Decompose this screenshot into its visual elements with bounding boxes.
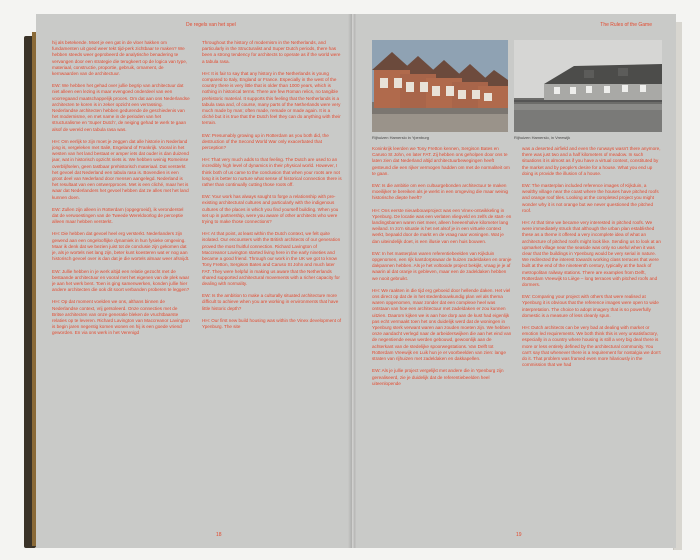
right-column-english [522,146,662,510]
left-column-english [202,40,342,510]
running-head-right: The Rules of the Game [600,22,652,28]
paragraph: Koninkrijk leerden we Tony Fretton kennen, Sergison Bates en Caruso St John, en later FAT. Zij hebben ons geholpen door ons te laten zien dat Nederland altijd architectuurbewegingen heeft gesteund die een rijker vermogen hadden om met de normaliteit om te gaan. [372,146,510,176]
photo-vreewijk-terraces [514,40,662,132]
open-book [30,14,678,548]
paragraph: HH: Op dat moment voelden we ons, althans binnen de Nederlandse context, vrij geïsoleerd. Onze connecties met de Britse architecten van onze generatie bleken de vruchtbaarste relaties op te leveren. Richard Lavington van Maccreanor Lavington is begin jaren negentig komen wonen en hij is een goede vriend geworden. En via ons werk in het Verenigd [52,299,190,336]
right-page [356,14,676,548]
photo-caption-right: Rijhuizen Hamerslo, in Vreewijk [514,135,571,140]
paragraph: HH: It is fair to say that any history in the Netherlands is young compared to Italy, England or France. Especially in the west of the country there is very little that is older than 1000 years, which is nothing in historical terms. There are few Roman relics, no tangible prehistoric material. It supports this feeling that the Netherlands is a tabula rasa and, of course, many parts of the Netherlands were very much made by man; often made, remade or made again. It is a cliché but it is true that the Dutch feel they can do anything with their terrain. [202,70,341,126]
paragraph: EW: We hebben het gehad over jullie begrip van architectuur dat niet alleen een lezing is maar evengoed onderdeel van een voorregaand maatschappelijk proces. Om dat aan ons Nederlandse architecten te koren is in zeker opzicht een verrassing. Nederlandse architecten hebben gedurende de geschiedenis van het modernisme, en met name in de perioden van het structuralisme en 'Super Dutch', de neiging gehad te werk te gaan alsof de wereld een tabula rasa was. [52,83,190,132]
photo-ypenburg-terraces [372,40,508,132]
paragraph: EW: Your work has always sought to forge a relationship with pre-existing architectural cultures and particularly with the indigenous cultures of the places in which you find yourself building. When you set up in partnership, were you aware of other architects who were trying to make those connections? [202,194,339,225]
paragraph: HH: We raakten in die tijd erg geboeid door hellende daken. Het viel ons direct op dat de in het stedenbouwkundig plan vel als thema waren opgenomen, maar zonder dat een complexe heel was ontstaan van hoe een architectuur met zadeldaken er zou kunnen uitzien. Daarom kijken we is aan hoe dorp aan de kust had eigenlijk pas echt vermaakt toen het ons duidelijk werd dat de woningen in Ypenburg sterk verwant waren aan zouden moeten zijn. We hebben onze aandacht verlegd naar de arbeiderswijken die aan het eind van de negentiende eeuw werden gebouwd, gewoonlijk aan de achterkant van de stedelijke spoorwegstations. Van Delft tot Rotterdam Vreewijk en Luik hun je er voorbeelden van zien: lange straten van rijhuizen met zadeldaken en dakkapellen. [372,287,512,362]
paragraph: EW: Jullie hebben in je werk altijd een relatie gezocht met de bestaande architectuur en vooral met het eigenen van de plek waar je aan het werk bent. Toen is ging samenwerken, konden jullie hier andere architecten die ook dit soort verbanden proberen te leggen? [52,268,190,293]
paragraph: EW: In het masterplan waren referentiebeelden van Kijkduin opgenomen, een rijk kantdorpswaar de huizen zadeldaken en oranje dakpannen hebben. Als je het voltooide project bekijkt, vraag je je af waarin al dat oranje is gebleven, maar een de zadeldaken hebben we nooit gebruikt. [372,250,512,281]
paragraph: HH: Die hebben dat gevoel heel erg versterkt. Nederlanders zijn gewend aan een ongelooflijke dynamiek in hun fysieke omgeving. Maar ik denk dat we bezien juist tot de conclusie zijn gekomen dat je, als je wortels niet lang zijn, beter kunt koesteren wat er nog aan historisch gevoel over is dan dat je die wortels almaar weer afsnijdt. [52,231,190,262]
paragraph: HH: Om eerlijk te zijn moet je zeggen dat alle historie in Nederland jong is, vergeleken met Italië, Engeland of Frankrijk. Vooral in het westen van het land bestaat er amper iets dat ouder is dan duizend jaar, wat in historisch opzicht niets is. We hebben weinig Romeinse overblijfselen, geen tastbaar prehistorisch materiaal. Dat versterkt het gevoel dat Nederland een tabula rasa is. Bovendien is een groot deel van Nederland door mensen aangelegd. Nederland is het resultaat van een ontwerpproces. Met is een cliché, maar het is waar dat Nederlanders het gevoel hebben dat ze alles met het land kunnen doen. [52,138,189,200]
paragraph: HH: At that time we became very interested in pitched roofs. We were immediately struck that although the urban plan established these as a theme it offered a very incomplete idea of what an architecture of pitched roofs might look like. Sending us to look at an upmarket village near the seaside was only so useful when it was clear that the buildings in Ypenburg would be very serial in nature. We redirected the interest towards working class terraces that were built at the end of the nineteenth century, typically at the back of metropolitan railway stations. There are examples from Delft, Rotterdam Vreewijk to Liège – long terraces with pitched roofs and dormers. [522,220,661,288]
paragraph: HH: Dutch architects can be very bad at dealing with market or emotion led requirements. We both think this is very unsatisfactory, especially in a country where housing is still a very big deal there is more or less entirely defined by the architectural community. You can't say that whenever there is a requirement for nostalgia we don't do it. That problem was framed even more hilariously in the commission that we had [522,325,661,368]
paragraph: was a deserted airfield and even the runways wasn't there anymore, there was just two and a half kilometers of meadow. In such situations it is almost as if you have a virtual context, constituted by the market and by people's desire for a house. What you end up doing is provide the illusion of a house. [522,146,661,176]
paragraph: hij als betekende. Moet je een gat in de vloer hakken om fundamenten uit goed weer tekt tijd-perk zichtbaar te maken? We hebben steeds weer geprobeerd de analytische benadering te vervangen door een strategie die terugkeert op de logica van type, materiaal, constructie, proportie, gebruik, ornament, de kernwaarden van de architectuur. [52,40,188,77]
page-number-left: 18 [216,532,222,538]
paragraph: HH: That very much adds to that feeling. The Dutch are used to an incredibly high level of dynamics in their physical world. However, I think both of us came to the conclusion that when your roots are not long it is better to nurture what sense of historical connection there is rather than continually cutting those roots off. [202,157,342,188]
paragraph: EW: Is the ambition to make a culturally situated architecture more difficult to achieve when you are working in environments that have little historic depth? [202,293,339,311]
paragraph: Throughout the history of modernism in the Netherlands, and particularly in the Structuralist and Super Dutch periods, there has been a strong tendency for architects to operate as if the world were a tabula rasa. [202,40,341,64]
photo-caption-left: Rijhuizen Hamerslo in Ypenburg [372,135,429,140]
paragraph: EW: Presumably growing up in Rotterdam as you both did, the destruction of the Second World War only exacerbated that perception? [202,132,329,151]
paragraph: EW: Zullen zijn alleen in Rotterdam (opgegroeid), ik veronderstel dat de verwoestingen van de Tweede Wereldoorlog de perceptie alleen maar hebben versterkt. [52,206,184,225]
paragraph: EW: Als je jullie project vergelijkt met andere die in Ypenburg zijn gerealiseerd, zie je duidelijk dat de referentiebeelden heel uiteenlopende [372,368,504,386]
left-page [36,14,352,548]
paragraph: EW: Comparing your project with others that were realised at Ypenburg it is obvious that the reference images were open to wide interpretation. The choice to adopt imagery that is so powerfully domestic is a measure of less cleanly spun. [522,294,659,318]
paragraph: HH: Ons eerste nieuwbouwproject was een Vinex-ontwikkeling in Ypenburg. De locatie was een verlaten vliegveld en zelfs de start- en landingsbanen waren niet meer, alleen heeeenhalve kilometer lang weiland. In zo'n situatie is het net alsof je in een virtuele context werkt, bepaald door de markt en de vraag naar woningen. Wat je dan uiteindelijk doet, is een illusie van een huis bouwen. [372,207,512,244]
paragraph: EW: The masterplan included reference images of Kijkduin, a wealthy village near the coast where the houses have pitched roofs and orange roof tiles. Looking at the completed project you might wonder why it is not orange but we never questioned the pitched roof. [522,183,659,213]
paragraph: EW: Is die ambitie om een cultuurgebonden architectuur te maken moeilijker te bereiken als je werkt in een omgeving die maar weinig historische diepte heeft? [372,183,509,201]
page-number-right: 19 [516,532,522,538]
paragraph: HH: Our first new build housing was within the Vinex development of Ypenburg. The site [202,317,342,329]
paragraph: HH: At that point, at least within the Dutch context, we felt quite isolated. Our encounters with the British architects of our generation proved the most fruitful connection. Richard Lavington of Maccreanor Lavington started living here in the early nineties and became a good friend. Through our work in the UK we got to know Tony Fretton, Sergison Bates and Caruso St John and much later FAT. They were helpful in making us aware that the Netherlands shared supported architectural movements with a richer capacity for dealing with normality. [202,231,341,286]
right-column-dutch [372,146,512,510]
running-head-left: De regels van het spel [186,22,236,28]
left-column-dutch [52,40,190,510]
